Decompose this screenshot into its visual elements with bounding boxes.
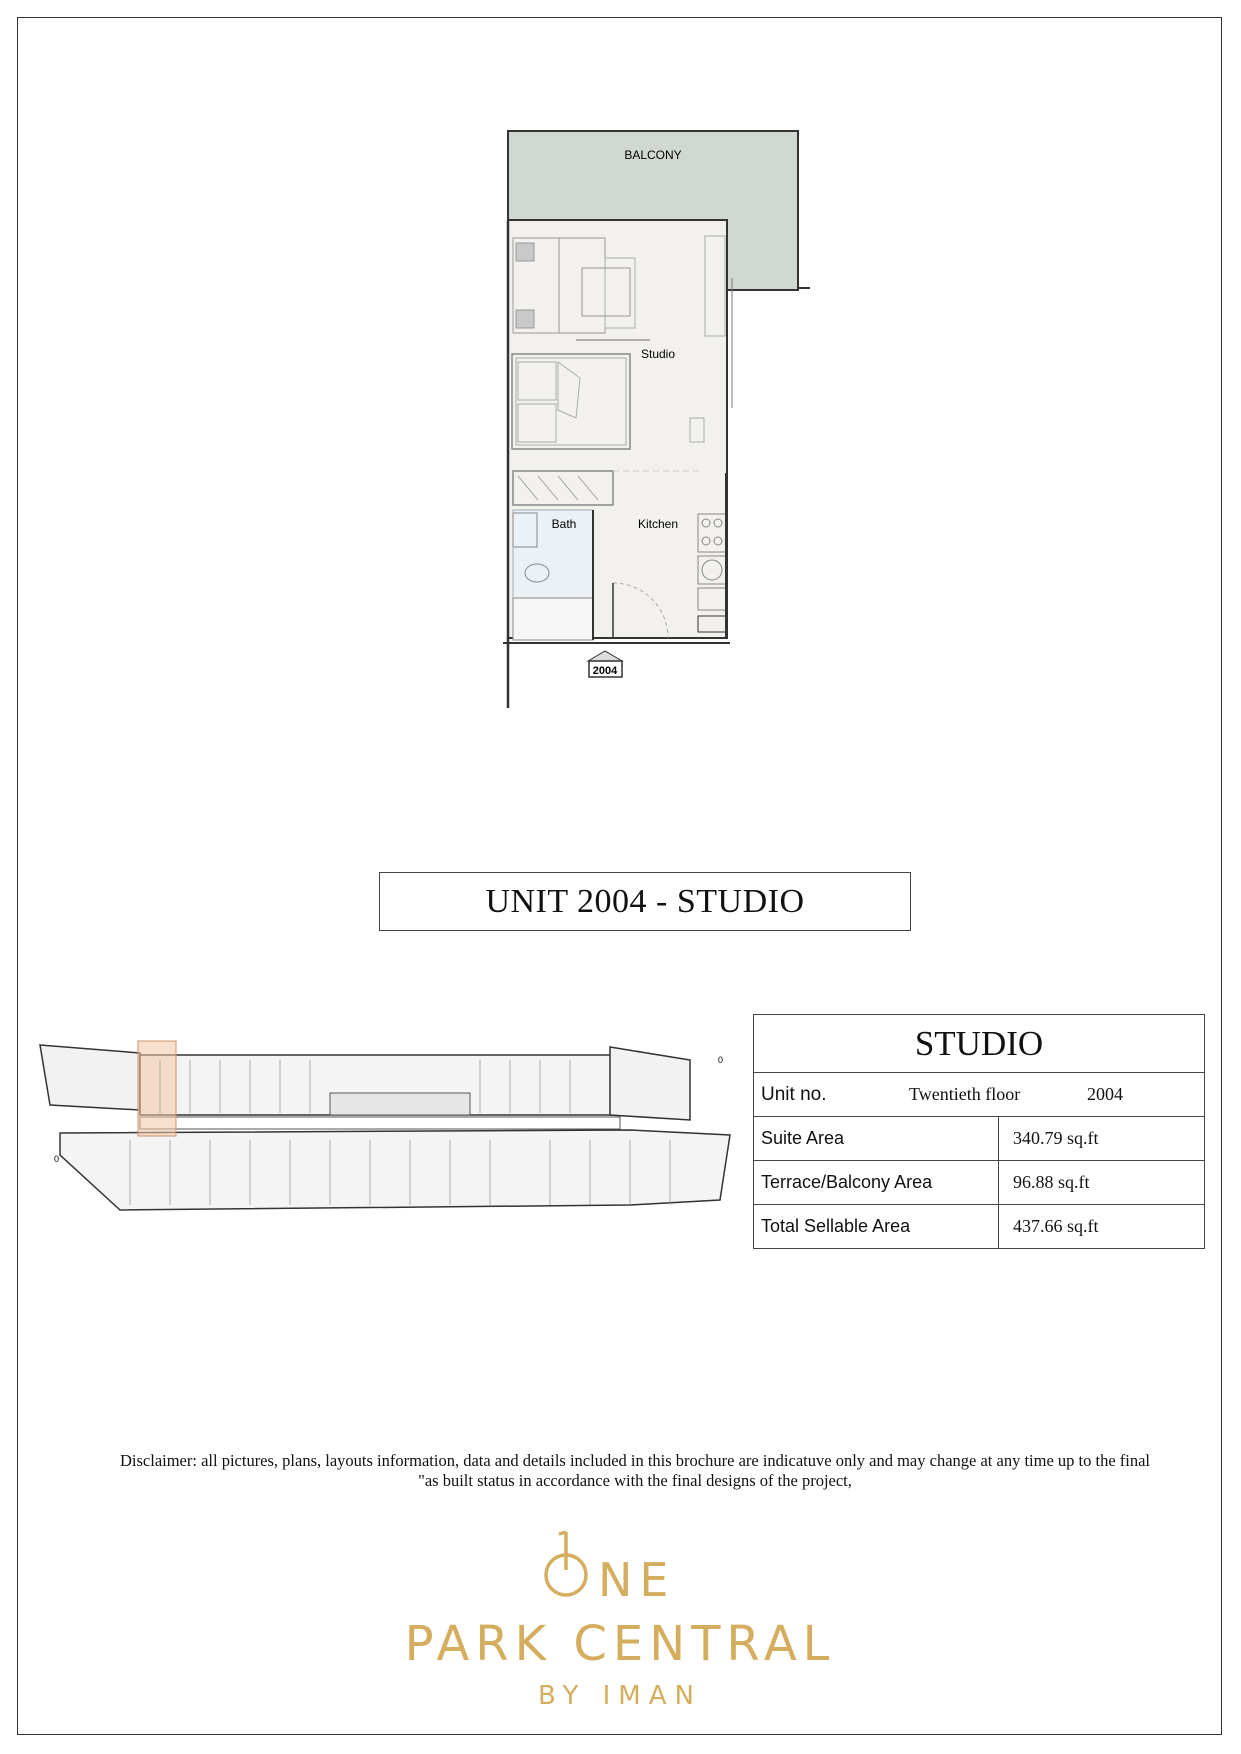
- unit-marker: 2004: [592, 665, 618, 677]
- unit-no-label: Unit no.: [761, 1083, 827, 1105]
- unit-info-table: [753, 1014, 1205, 1249]
- one-park-central-logo: [330, 1530, 910, 1710]
- logo-line-park-central: PARK CENTRAL: [404, 1616, 836, 1672]
- balcony-label: BALCONY: [624, 148, 682, 162]
- compass-left: 0: [54, 1154, 60, 1164]
- logo-line-one: NE: [598, 1553, 676, 1607]
- disclaimer: [60, 1451, 1210, 1491]
- kitchen-label: Kitchen: [637, 517, 679, 531]
- total-area-label: Total Sellable Area: [754, 1205, 999, 1249]
- logo-line-by-iman: BY IMAN: [538, 1681, 702, 1710]
- compass-right: 0: [718, 1055, 724, 1065]
- unit-no-value: 2004: [1087, 1084, 1123, 1104]
- bath-label: Bath: [551, 517, 577, 531]
- unit-title: UNIT 2004 - STUDIO: [379, 872, 911, 931]
- suite-area-value: 340.79 sq.ft: [999, 1117, 1205, 1161]
- info-heading: STUDIO: [754, 1015, 1205, 1073]
- studio-label: Studio: [640, 347, 676, 361]
- suite-area-label: Suite Area: [754, 1117, 999, 1161]
- unit-floorplan: [480, 118, 820, 768]
- balcony-area-value: 96.88 sq.ft: [999, 1161, 1205, 1205]
- floor-value: Twentieth floor: [909, 1084, 1021, 1104]
- total-area-value: 437.66 sq.ft: [999, 1205, 1205, 1249]
- unit-no-row: [754, 1073, 1205, 1117]
- key-plan: [30, 1035, 740, 1225]
- disclaimer-line-1: Disclaimer: all pictures, plans, layouts information, data and details included in this brochure are indicatuve only and may change at any time up to the final: [119, 1451, 1151, 1470]
- balcony-area-label: Terrace/Balcony Area: [754, 1161, 999, 1205]
- disclaimer-line-2: "as built status in accordance with the final designs of the project,: [418, 1471, 852, 1490]
